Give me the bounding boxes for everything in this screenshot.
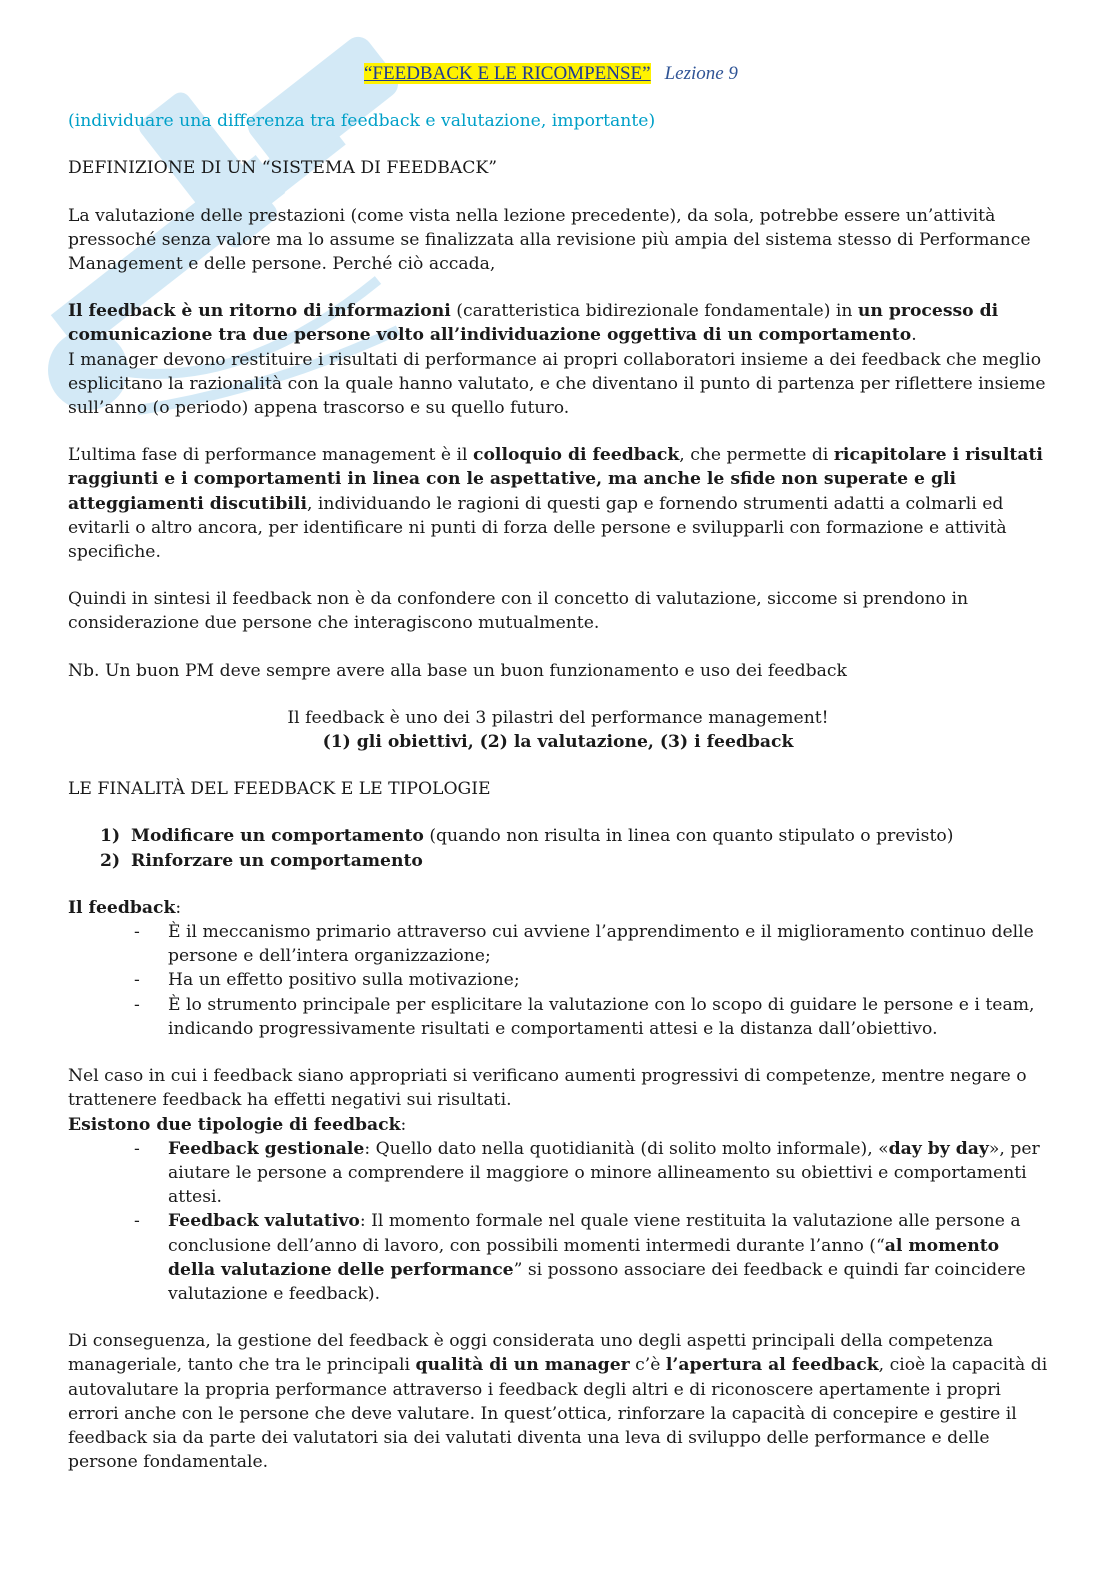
paragraph-nb: Nb. Un buon PM deve sempre avere alla base un buon funzionamento e uso dei feedback [68,660,847,681]
types-label [68,1113,1048,1137]
text: (caratteristica bidirezionale fondamentale) in [450,301,858,322]
paragraph-summary: Quindi in sintesi il feedback non è da confondere con il concetto di valutazione, siccome si prendono in considerazione due persone che interagiscono mutualmente. [68,589,969,634]
paragraph-managers: I manager devono restituire i risultati di performance ai propri collaboratori insieme a dei feedback che meglio esplicitano la razionalità con la quale hanno valutato, e che diventano il punto di partenza per riflettere insieme sull’anno (o periodo) appena trascorso e su quello futuro. [68,349,1046,419]
text: È lo strumento principale per esplicitare la valutazione con lo scopo di guidare le persone e i team, indicando progressivamente risultati e comportamenti attesi e la distanza dall’obiettivo. [168,994,1035,1039]
list-item: - Feedback gestionale: Quello dato nella quotidianità (di solito molto informale), «day by day», per aiutare le persone a comprendere il maggiore o minore allineamento su obiettivi e comportamenti attesi. [134,1138,1040,1208]
paragraph-colloquio [68,443,1048,564]
text: , cioè la capacità di autovalutare la propria performance attraverso i feedback degli altri e di riconoscere apertamente i propri errori anche con le persone che deve valutare. In quest’ottica, rinforzare la capacità di concepire e gestire il feedback sia da parte dei valutatori sia dei valutati diventa una leva di sviluppo delle performance e delle persone fondamentale. [68,1355,1048,1473]
text: », per aiutare le persone a comprendere il maggiore o minore allineamento su obiettivi e comportamenti attesi. [168,1138,1040,1208]
list-item: - Feedback valutativo: Il momento formale nel quale viene restituita la valutazione alle persone a conclusione dell’anno di lavoro, con possibili momenti intermedi durante l’anno (“al momento della valutazione delle performance” si possono associare dei feedback e quindi far coincidere valutazione e feedback). [134,1211,1026,1304]
bold-text: ricapitolare i risultati raggiunti e i comportamenti in linea con le aspettative, ma anche le sfide non superate e gli atteggiamenti discutibili [68,445,1043,514]
list-number: 2) [100,850,121,871]
bold-text: Il feedback è un ritorno di informazioni [68,301,451,322]
types-list [68,1137,1048,1306]
paragraph-definition [68,299,1048,347]
note-instruction: (individuare una differenza tra feedback e valutazione, importante) [68,111,656,132]
bold-text: day by day [888,1138,989,1159]
document-page [68,62,1048,1474]
section-heading-definition: DEFINIZIONE DI UN “SISTEMA DI FEEDBACK” [68,158,498,179]
bold-text: (1) gli obiettivi, (2) la valutazione, (3) i feedback [322,732,794,753]
bold-text: l’apertura al feedback [665,1355,879,1376]
bold-text: Modificare un comportamento [131,826,424,847]
bold-text: Esistono due tipologie di feedback [68,1114,401,1135]
feedback-points-list [68,920,1048,1041]
text: ” si possono associare dei feedback e quindi far coincidere valutazione e feedback). [168,1259,1026,1304]
text: : [400,1114,407,1135]
list-item: - Ha un effetto positivo sulla motivazione; [134,970,520,991]
lesson-label: Lezione 9 [664,63,738,84]
list-item [100,849,1048,873]
list-item: - È il meccanismo primario attraverso cui avviene l’apprendimento e il miglioramento continuo delle persone e dell’intera organizzazione; [134,922,1034,967]
bold-text: qualità di un manager [415,1355,630,1376]
title-line [68,62,1048,86]
text: Di conseguenza, la gestione del feedback è oggi considerata uno degli aspetti principali della competenza manageriale, tanto che tra le principali [68,1331,994,1376]
text: : Il momento formale nel quale viene restituita la valutazione alle persone a conclusione dell’anno di lavoro, con possibili momenti intermedi durante l’anno (“ [168,1211,1021,1256]
text: . [911,325,917,346]
bold-text: un processo di comunicazione tra due persone volto all’individuazione oggettiva di un comportamento [68,301,999,346]
text: È il meccanismo primario attraverso cui avviene l’apprendimento e il miglioramento continuo delle persone e dell’intera organizzazione; [168,922,1034,967]
text: : [175,897,182,918]
bold-text: al momento della valutazione delle performance [168,1235,1000,1280]
text: Ha un effetto positivo sulla motivazione; [168,970,520,991]
paragraph-appropriate: Nel caso in cui i feedback siano appropriati si verificano aumenti progressivi di competenze, mentre negare o trattenere feedback ha effetti negativi sui risultati. [68,1066,1027,1111]
bold-text: colloquio di feedback [473,445,680,466]
aims-list [68,824,1048,872]
bold-text: Rinforzare un comportamento [131,850,423,871]
pillars-line: Il feedback è uno dei 3 pilastri del performance management! [287,707,829,728]
bold-text: Feedback gestionale [168,1138,365,1159]
text: , che permette di [679,445,834,466]
section-heading-finalita: LE FINALITÀ DEL FEEDBACK E LE TIPOLOGIE [68,779,491,800]
list-item: - È lo strumento principale per esplicitare la valutazione con lo scopo di guidare le persone e i team, indicando progressivamente risultati e comportamenti attesi e la distanza dall’obiettivo. [134,994,1035,1039]
list-number: 1) [100,826,121,847]
list-item [100,824,1048,848]
pillars-list [68,730,1048,754]
text: c’è [629,1355,666,1376]
paragraph-conclusion [68,1329,1048,1474]
text: L’ultima fase di performance management è il [68,445,473,466]
text: : Quello dato nella quotidianità (di solito molto informale), « [364,1138,889,1159]
text: (quando non risulta in linea con quanto stipulato o previsto) [423,826,954,847]
text: , individuando le ragioni di questi gap e fornendo strumenti adatti a colmarli ed evitarli o altro ancora, per identificare ni punti di forza delle persone e svilupparli con formazione e attività specifiche. [68,493,1007,563]
bold-text: Feedback valutativo [168,1211,360,1232]
paragraph-intro: La valutazione delle prestazioni (come vista nella lezione precedente), da sola, potrebbe essere un’attività pressoché senza valore ma lo assume se finalizzata alla revisione più ampia del sistema stesso di Performance Management e delle persone. Perché ciò accada, [68,205,1031,275]
feedback-label [68,896,1048,920]
document-title: “FEEDBACK E LE RICOMPENSE” [364,63,651,84]
bold-text: Il feedback [68,897,176,918]
